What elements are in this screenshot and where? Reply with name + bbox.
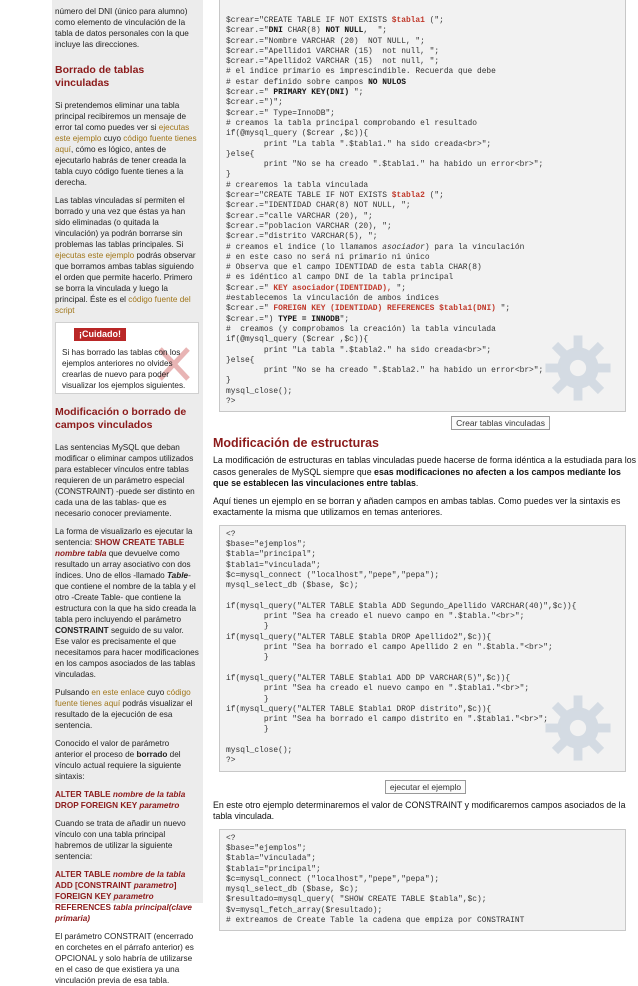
link-codigo-fuente-script[interactable]: código fuente del script [55,295,191,315]
cuando-paragraph: Cuando se trata de añadir un nuevo vínculo con una tabla principal habremos de utilizar la siguiente sentencia: [55,819,186,861]
crear-tablas-button[interactable]: Crear tablas vinculadas [451,416,550,430]
ejecutar-ejemplo-button[interactable]: ejecutar el ejemplo [385,780,466,794]
syntax-add-constraint: ALTER TABLE nombre de la tabla ADD [CONSTRAINT parametro] FOREIGN KEY parametro REFERENCES tabla principal(clave primaria) [55,870,192,923]
link-en-este-enlace[interactable]: en este enlace [91,688,145,697]
heading-borrado-tablas: Borrado de tablas vinculadas [55,64,145,89]
code-block-alter-table: <? $base="ejemplos"; $tabla="principal"; $tabla1="vinculada"; $c=mysql_connect ("localhost","pepe","pepa"); mysql_select_db ($base, $c); if(mysql_query("ALTER TABLE $tabla ADD Segundo_Apellido VARCHAR(40)",$c)){ print "Sea ha creado el nuevo campo en ".$tabla."<br>"; } if(mysql_query("ALTER TABLE $tabla DROP Apellido2",$c)){ print "Sea ha borrado el campo Apellido 2 en ".$tabla."<br>"; } if(mysql_query("ALTER TABLE $tabla1 ADD DP VARCHAR(5)",$c)){ print "Sea ha creado el nuevo campo en ".$tabla1."<br>"; } if(mysql_query("ALTER TABLE $tabla1 DROP distrito",$c)){ print "Sea ha borrado el campo distrito en ".$tabla1."<br>"; } mysql_close(); ?> [219,525,626,772]
sidebar [52,0,203,985]
heading-modificacion-estructuras: Modificación de estructuras [213,436,380,451]
link-ejecutas-ejemplo-2[interactable]: ejecutas este ejemplo [55,251,135,260]
show-create-paragraph: La forma de visualizarlo es ejecutar la sentencia: SHOW CREATE TABLE nombre tabla que devuelve como resultado un array asociativo con dos índices. Uno de ellos -llamado Table- que contiene el nombre de la tabla y el otro -Create Table- que contiene la estructura con la que ha sido creada la tabla pero incluyendo el parámetro CONSTRAINT seguido de su valor. Ese valor es precisamente el que necesitamos para hacer modificaciones en los campos asociados de las tablas vinculadas. [55,527,199,679]
gear-watermark-icon [541,331,615,405]
constraint-paragraph: El parámetro CONSTRAIT (encerrado en corchetes en el párrafo anterior) es OPCIONAL y solo habría de utilizarse en el caso de que existiera ya una vinculación previa de esa tabla. [55,932,194,985]
warning-title: ¡Cuidado! [74,328,126,341]
link-ejecutas-ejemplo-1[interactable]: ejecutas este ejemplo [55,123,190,143]
borrado-paragraph-1: Si pretendemos eliminar una tabla principal recibiremos un mensaje de error tal como puedes ver si ejecutas este ejemplo cuyo código fuente tienes aquí, cómo es lógico, antes de ejecutarlo habrás de tener creada la tabla cuyo código fuente tienes a la derecha. [55,101,197,187]
modificacion-paragraph-2: Aquí tienes un ejemplo en se borran y añaden campos en ambas tablas. Como puedes ver la sintaxis es exactamente la misma que utilizamos en temas anteriores. [213,495,621,518]
main-content [213,0,638,931]
warning-text: Si has borrado las tablas con los ejemplos anteriores no olvides crearlas de nuevo para poder visualizar los ejemplos siguientes. [62,348,186,390]
syntax-drop-foreign-key: ALTER TABLE nombre de la tabla DROP FOREIGN KEY parametro [55,790,186,810]
constraint-example-paragraph: En este otro ejemplo determinaremos el valor de CONSTRAINT y modificaremos campos asociados de la tabla vinculada. [213,799,626,822]
code-block-show-create: <? $base="ejemplos"; $tabla="vinculada"; $tabla1="principal"; $c=mysql_connect ("localhost","pepe","pepa"); mysql_select_db ($base, $c); $resultado=mysql_query( "SHOW CREATE TABLE $tabla",$c); $v=mysql_fetch_array($resultado); # extreamos de Create Table la cadena que empiza por CONSTRAINT [219,829,626,932]
sidebar-intro-text: número del DNI (único para alumno) como elemento de vinculación de la tabla de datos personales con la que incluye las direcciones. [55,7,189,49]
heading-modificacion-borrado: Modificación o borrado de campos vinculados [55,406,187,431]
borrado-paragraph-2: Las tablas vinculadas sí permiten el borrado y una vez que éstas ya han sido eliminadas (o quitada la vinculación) ya podrán borrarse sin problemas las tablas principales. Si ejecutas este ejemplo podrás observar que borramos ambas tablas siguiendo el orden que permite hacerlo. Primero se borra la vinculada y luego la principal. Éste es el código fuente del script [55,196,196,315]
link-codigo-fuente-1[interactable]: código fuente tienes aquí [55,134,197,154]
code-block-create-tables: $crear="CREATE TABLE IF NOT EXISTS $tabla1 ("; $crear.="DNI CHAR(8) NOT NULL, "; $crear.="Nombre VARCHAR (20) NOT NULL, "; $crear.="Apellido1 VARCHAR (15) not null, "; $crear.="Apellido2 VARCHAR (15) not null, "; # el indice primario es imprescindible. Recuerda que debe # estar definido sobre campos NO NULOS $crear.=" PRIMARY KEY(DNI) "; $crear.=")"; $crear.=" Type=InnoDB"; # creamos la tabla principal comprobando el resultado if(@mysql_query ($crear ,$c)){ print "La tabla ".$tabla1." ha sido creada<br>"; }else{ print "No se ha creado ".$tabla1." ha habido un error<br>"; } # crearemos la tabla vinculada $crear="CREATE TABLE IF NOT EXISTS $tabla2 ("; $crear.="IDENTIDAD CHAR(8) NOT NULL, "; $crear.="calle VARCHAR (20), "; $crear.="poblacion VARCHAR (20), "; $crear.="distrito VARCHAR(5), "; # creamos el indice (lo llamamos asociador) para la vinculación # en este caso no será ni primario ni único # Observa que el campo IDENTIDAD de esta tabla CHAR(8) # es idéntico al campo DNI de la tabla principal $crear.=" KEY asociador(IDENTIDAD), "; #establecemos la vinculación de ambos indices $crear.=" FOREIGN KEY (IDENTIDAD) REFERENCES $tabla1(DNI) "; $crear.=") TYPE = INNODB"; # creamos (y comprobamos la creación) la tabla vinculada if(@mysql_query ($crear ,$c)){ print "La tabla ".$tabla2." ha sido creada<br>"; }else{ print "No se ha creado ".$tabla2." ha habido un error<br>"; } mysql_close(); ?> [219,0,626,412]
gear-watermark-icon [541,691,615,765]
modificacion-paragraph-1: La modificación de estructuras en tablas vinculadas puede hacerse de forma idéntica a la estudiada para los casos generales de MySQL siempre que esas modificaciones no afecten a los campos mediante los que se establecen las vinculaciones entre tablas. [213,455,636,489]
link-codigo-fuente-3[interactable]: código fuente tienes aquí [55,688,191,708]
conocido-paragraph: Conocido el valor de parámetro anterior el proceso de borrado del vínculo actual requiere la siguiente sintaxis: [55,739,182,781]
warning-box [55,322,199,394]
pulsando-paragraph: Pulsando en este enlace cuyo código fuente tienes aquí podrás visualizar el resultado de la ejecución de esa sentencia. [55,688,193,730]
mod-paragraph: Las sentencias MySQL que deban modificar o eliminar campos utilizados para establecer vínculos entre tablas requieren de un parámetro especial (CONSTRAINT) -puede ser distinto en cada una de las tablas- que es necesario conocer previamente. [55,443,195,518]
